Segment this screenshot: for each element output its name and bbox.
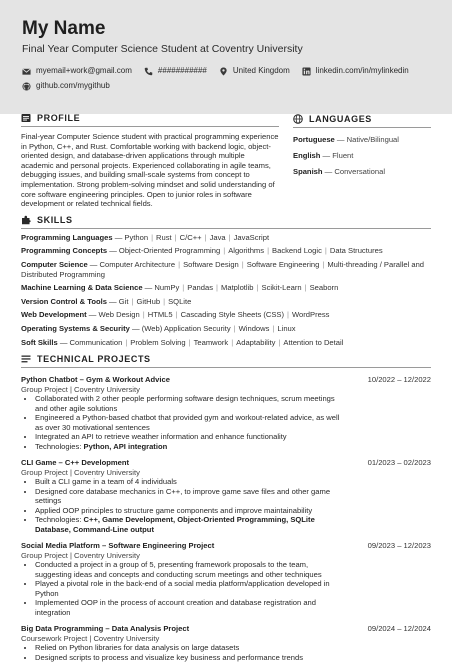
project-date: 09/2024 – 12/2024 xyxy=(367,624,431,634)
skill-item: Algorithms xyxy=(228,246,265,256)
projects-list xyxy=(21,375,431,662)
project-date: 01/2023 – 02/2023 xyxy=(367,458,431,468)
language-level: Fluent xyxy=(332,151,354,160)
skill-row: Version Control & Tools — Git | GitHub | SQLite xyxy=(21,296,192,306)
project-bullet: • Played a pivotal role in the back-end of a social media platform/application developed in Python xyxy=(35,579,345,598)
project-bullet: • Engineered a Python-based chatbot that provided gym and workout-related advice, as well as over 30 motivational sentences xyxy=(35,413,345,432)
skill-separator: | xyxy=(267,246,270,256)
skill-item: Multi-threading / Parallel and Distributed Programming xyxy=(21,259,425,279)
skill-category: Web Development xyxy=(21,310,87,320)
project-subtitle: Group Project | Coventry University xyxy=(21,384,140,394)
puzzle-icon xyxy=(21,215,31,225)
projects-heading: TECHNICAL PROJECTS xyxy=(21,354,431,368)
skill-item: Problem Solving xyxy=(130,337,186,347)
list-icon xyxy=(21,354,31,364)
skill-separator: | xyxy=(287,310,290,320)
email-text: myemail+work@gmail.com xyxy=(36,66,132,75)
skill-item: Attention to Detail xyxy=(283,337,344,347)
project-bullet: • Applied OOP principles to structure game components and improve maintainability xyxy=(35,506,345,516)
resume-body xyxy=(0,114,452,662)
skill-separator: | xyxy=(188,337,191,347)
skill-item: Backend Logic xyxy=(272,246,322,256)
project-bullets xyxy=(21,643,431,662)
skill-category: Version Control & Tools xyxy=(21,296,107,306)
skill-item: Software Design xyxy=(183,259,239,269)
project-title: CLI Game – C++ Development xyxy=(21,458,130,468)
language-item: English — Fluent xyxy=(293,151,354,160)
contact-email[interactable] xyxy=(22,65,132,77)
skill-row: Web Development — Web Design | HTML5 | Cascading Style Sheets (CSS) | WordPress xyxy=(21,310,330,320)
skill-separator: | xyxy=(216,283,219,293)
language-name: Spanish xyxy=(293,167,323,176)
skill-row: Programming Concepts — Object-Oriented Programming | Algorithms | Backend Logic | Data Structures xyxy=(21,246,383,256)
skill-separator: | xyxy=(131,296,134,306)
skill-separator: | xyxy=(175,310,178,320)
skill-category: Computer Science xyxy=(21,259,88,269)
profile-section xyxy=(21,114,279,209)
skill-row: Machine Learning & Data Science — NumPy | Pandas | Matplotlib | Scikit-Learn | Seaborn xyxy=(21,283,339,293)
contact-phone[interactable] xyxy=(144,65,207,77)
project-subtitle: Group Project | Coventry University xyxy=(21,550,140,560)
location-text: United Kingdom xyxy=(232,66,290,75)
project-bullets xyxy=(21,394,431,451)
globe-icon xyxy=(293,114,303,124)
project-bullet: • Implemented OOP in the process of account creation and database registration and integration xyxy=(35,598,345,617)
skill-separator: | xyxy=(125,337,128,347)
skill-row: Operating Systems & Security — (Web) Application Security | Windows | Linux xyxy=(21,323,296,333)
technologies-label: Technologies: xyxy=(35,441,84,451)
language-name: Portuguese xyxy=(293,135,335,144)
skill-item: Seaborn xyxy=(309,283,339,293)
phone-text: ########### xyxy=(157,66,207,75)
languages-section xyxy=(293,114,431,209)
skill-separator: | xyxy=(272,323,275,333)
skill-separator: | xyxy=(223,246,226,256)
project-technologies xyxy=(35,442,345,452)
skills-list xyxy=(21,233,431,347)
location-pin-icon xyxy=(219,67,228,76)
skill-separator: | xyxy=(174,232,177,242)
skill-category: Soft Skills xyxy=(21,337,58,347)
skill-category: Programming Languages xyxy=(21,232,113,242)
skill-item: Pandas xyxy=(187,283,214,293)
skill-item: Python xyxy=(124,232,149,242)
skill-separator: | xyxy=(241,259,244,269)
project-bullets xyxy=(21,477,431,534)
languages-list xyxy=(293,135,431,176)
project-bullet: • Built a CLI game in a team of 4 individuals xyxy=(35,477,345,487)
skill-separator: | xyxy=(228,232,231,242)
project-date: 10/2022 – 12/2022 xyxy=(367,375,431,385)
skill-separator: | xyxy=(324,246,327,256)
skill-row: Soft Skills — Communication | Problem Solving | Teamwork | Adaptability | Attention to Detail xyxy=(21,337,344,347)
language-level: Conversational xyxy=(334,167,386,176)
skill-item: Object-Oriented Programming xyxy=(118,246,221,256)
contact-location xyxy=(219,65,290,77)
skill-item: SQLite xyxy=(168,296,192,306)
project-technologies xyxy=(35,515,345,534)
linkedin-text: linkedin.com/in/mylinkedin xyxy=(315,66,409,75)
project-entry xyxy=(21,624,431,662)
project-subtitle: Group Project | Coventry University xyxy=(21,467,140,477)
language-level: Native/Bilingual xyxy=(346,135,399,144)
skill-row: Computer Science — Computer Architecture | Software Design | Software Engineering | Multi-threading / Parallel and Distributed Programming xyxy=(21,259,425,279)
project-bullet: • Collaborated with 2 other people performing software design techniques, scrum meetings and other agile solutions xyxy=(35,394,345,413)
skill-row: Programming Languages — Python | Rust | C/C++ | Java | JavaScript xyxy=(21,232,270,242)
skill-item: JavaScript xyxy=(233,232,270,242)
skill-separator: | xyxy=(163,296,166,306)
project-bullet: • Designed core database mechanics in C++, to improve game save files and other game settings xyxy=(35,487,345,506)
skill-item: Rust xyxy=(156,232,172,242)
project-entry xyxy=(21,458,431,534)
project-title: Python Chatbot – Gym & Workout Advice xyxy=(21,375,170,385)
project-title: Social Media Platform – Software Engineering Project xyxy=(21,541,215,551)
technologies-label: Technologies: xyxy=(35,515,84,525)
candidate-name: My Name xyxy=(22,18,106,39)
skill-separator: | xyxy=(256,283,259,293)
skill-item: Adaptability xyxy=(236,337,276,347)
skill-item: Cascading Style Sheets (CSS) xyxy=(180,310,285,320)
skill-item: Communication xyxy=(69,337,123,347)
skill-separator: | xyxy=(178,259,181,269)
skill-category: Operating Systems & Security xyxy=(21,323,130,333)
resume-header xyxy=(0,0,452,114)
skill-category: Machine Learning & Data Science xyxy=(21,283,143,293)
skill-separator: | xyxy=(233,323,236,333)
skill-item: NumPy xyxy=(154,283,180,293)
skills-heading: SKILLS xyxy=(21,215,431,229)
project-bullet: • Designed scripts to process and visualize key business and performance trends xyxy=(35,653,345,662)
skill-category: Programming Concepts xyxy=(21,246,108,256)
phone-icon xyxy=(144,67,153,76)
project-bullet: • Integrated an API to retrieve weather information and enhance functionality xyxy=(35,432,345,442)
candidate-subtitle: Final Year Computer Science Student at Coventry University xyxy=(22,43,303,55)
skill-separator: | xyxy=(231,337,234,347)
github-icon xyxy=(22,82,31,91)
skill-separator: | xyxy=(322,259,325,269)
language-item: Portuguese — Native/Bilingual xyxy=(293,135,399,144)
skill-item: Git xyxy=(118,296,129,306)
skill-separator: | xyxy=(182,283,185,293)
skill-separator: | xyxy=(304,283,307,293)
skill-item: C/C++ xyxy=(179,232,202,242)
technologies-list: C++, Game Development, Object-Oriented Programming, SQLite Database, Command-Line output xyxy=(35,515,315,534)
contact-github[interactable] xyxy=(22,80,110,92)
skill-separator: | xyxy=(204,232,207,242)
project-subtitle: Coursework Project | Coventry University xyxy=(21,633,160,643)
skill-item: WordPress xyxy=(292,310,330,320)
project-title: Big Data Programming – Data Analysis Project xyxy=(21,624,190,634)
github-text: github.com/mygithub xyxy=(36,81,110,90)
skill-item: Teamwork xyxy=(193,337,229,347)
skill-item: Software Engineering xyxy=(246,259,320,269)
project-entry xyxy=(21,541,431,617)
profile-heading: PROFILE xyxy=(21,113,279,127)
project-bullet: • Conducted a project in a group of 5, presenting framework proposals to the team, suggesting ideas and concepts and conducting scrum meetings and other techniques xyxy=(35,560,345,579)
technologies-list: Python, API integration xyxy=(83,441,168,451)
project-bullet: • Relied on Python libraries for data analysis on large datasets xyxy=(35,643,345,653)
language-item: Spanish — Conversational xyxy=(293,167,386,176)
contact-info xyxy=(22,65,430,92)
skill-item: Windows xyxy=(238,323,270,333)
skill-item: Linux xyxy=(277,323,296,333)
envelope-icon xyxy=(22,67,31,76)
skill-item: Computer Architecture xyxy=(99,259,176,269)
languages-heading: LANGUAGES xyxy=(293,114,431,128)
profile-text: Final-year Computer Science student with practical programming experience in Python, C++, and Rust. Comfortable working with backend logic, object-oriented design, and database-driven applications through multiple academic and personal projects. Experienced collaborating in agile teams, debugging issues, and building small-scale systems from concept to implementation. Strong problem-solving mindset and solid understanding of core software engineering principles. Open to junior roles in software development or related technical fields. xyxy=(21,132,279,209)
language-name: English xyxy=(293,151,321,160)
skill-item: GitHub xyxy=(136,296,161,306)
skill-separator: | xyxy=(142,310,145,320)
contact-linkedin[interactable] xyxy=(302,65,409,77)
skill-item: HTML5 xyxy=(147,310,173,320)
skill-item: Web Design xyxy=(98,310,140,320)
skill-separator: | xyxy=(278,337,281,347)
skill-item: (Web) Application Security xyxy=(141,323,231,333)
skill-separator: | xyxy=(151,232,154,242)
skill-item: Java xyxy=(209,232,226,242)
skill-item: Scikit-Learn xyxy=(261,283,302,293)
skill-item: Matplotlib xyxy=(221,283,254,293)
project-bullets xyxy=(21,560,431,617)
skill-item: Data Structures xyxy=(329,246,383,256)
linkedin-icon xyxy=(302,67,311,76)
document-icon xyxy=(21,113,31,123)
project-entry xyxy=(21,375,431,451)
project-date: 09/2023 – 12/2023 xyxy=(367,541,431,551)
